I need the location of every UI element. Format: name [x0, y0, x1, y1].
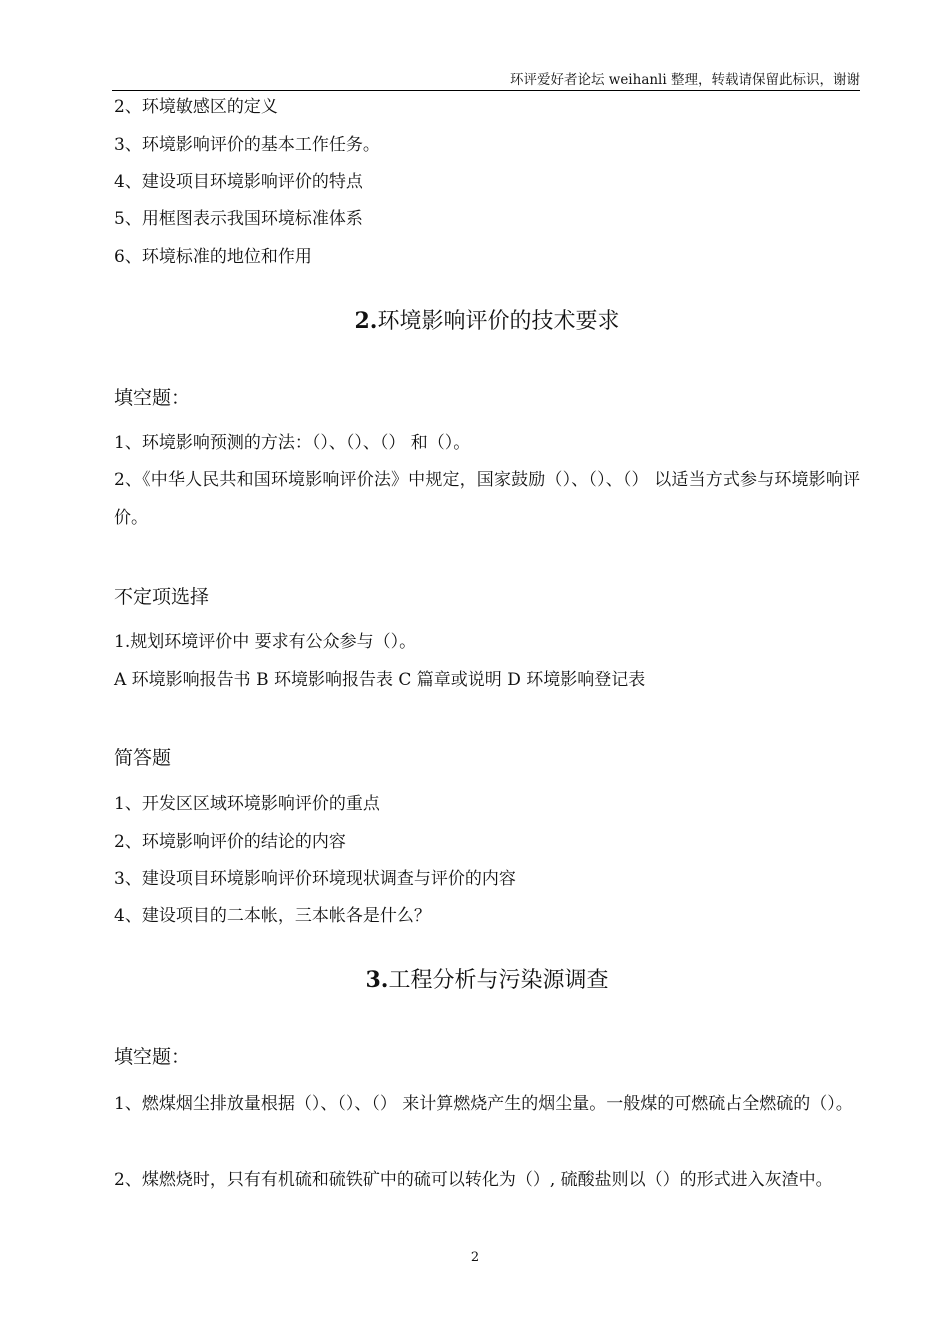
question-item: 4、建设项目的二本帐，三本帐各是什么？ — [114, 906, 431, 926]
multi-choice-heading: 不定项选择 — [114, 586, 210, 608]
question-item: 2、环境敏感区的定义 — [114, 97, 278, 117]
section-title-text: 环境影响评价的技术要求 — [377, 309, 620, 334]
question-item: 1.规划环境评价中 要求有公众参与（）。 — [114, 632, 417, 652]
page-number: 2 — [470, 1250, 480, 1265]
question-item: 3、环境影响评价的基本工作任务。 — [114, 135, 380, 155]
question-paragraph: 2、《中华人民共和国环境影响评价法》中规定，国家鼓励（）、（）、（） 以适当方式参与环境影响评价。 — [114, 470, 860, 528]
answer-options: A 环境影响报告书 B 环境影响报告表 C 篇章或说明 D 环境影响登记表 — [114, 670, 646, 690]
question-item: 6、环境标准的地位和作用 — [114, 247, 312, 267]
fill-blank-heading: 填空题： — [114, 387, 191, 409]
question-item: 3、建设项目环境影响评价环境现状调查与评价的内容 — [114, 869, 516, 889]
fill-blank-heading: 填空题： — [114, 1046, 191, 1068]
section-number: 3. — [365, 967, 389, 993]
question-paragraph: 1、燃煤烟尘排放量根据（）、（）、（） 来计算燃烧产生的烟尘量。一般煤的可燃硫占全燃硫的（）。 — [114, 1094, 853, 1114]
running-header: 环评爱好者论坛 weihanli 整理，转载请保留此标识，谢谢 — [112, 72, 860, 91]
section-title — [114, 966, 860, 995]
question-item: 1、开发区区域环境影响评价的重点 — [114, 794, 380, 814]
question-item: 1、环境影响预测的方法：（）、（）、（） 和（）。 — [114, 433, 471, 453]
question-item: 2、环境影响评价的结论的内容 — [114, 832, 346, 852]
short-answer-heading: 简答题 — [114, 747, 172, 769]
question-paragraph: 2、煤燃烧时，只有有机硫和硫铁矿中的硫可以转化为（）, 硫酸盐则以（）的形式进入灰渣中。 — [114, 1170, 833, 1190]
question-item: 5、用框图表示我国环境标准体系 — [114, 209, 363, 229]
section-title — [114, 307, 860, 336]
section-title-text: 工程分析与污染源调查 — [388, 968, 609, 993]
section-number: 2. — [354, 308, 378, 334]
question-item: 4、建设项目环境影响评价的特点 — [114, 172, 363, 192]
